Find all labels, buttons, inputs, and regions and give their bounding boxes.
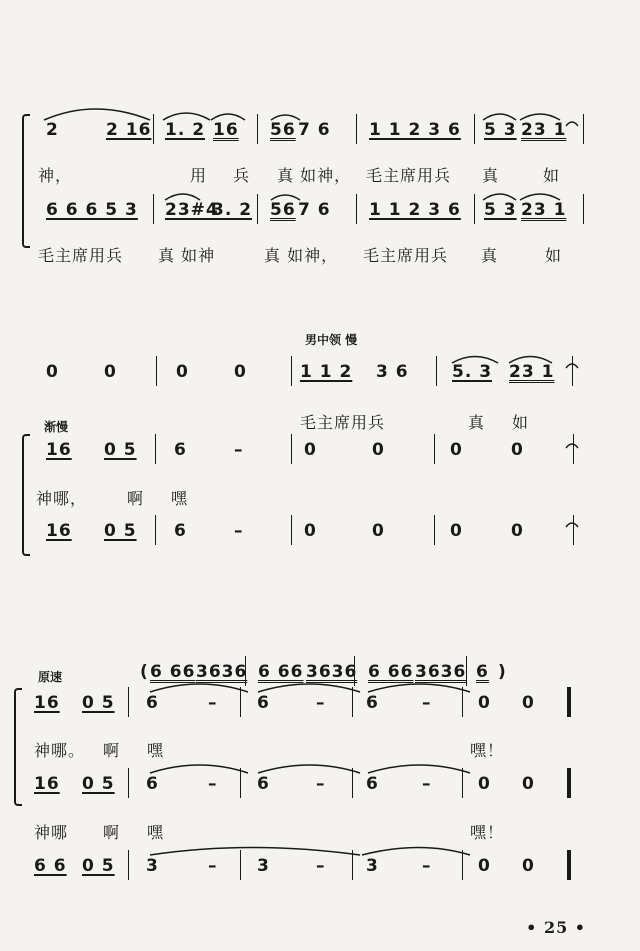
- lyric-text: 神哪，: [36, 489, 88, 508]
- tie-slur: [271, 115, 300, 120]
- lyric-text: 如: [543, 166, 561, 185]
- page-number: • 25 •: [526, 918, 586, 937]
- note-group: 6 66: [368, 662, 414, 682]
- note-group: 7 6: [298, 120, 331, 140]
- note-group: 3636: [415, 662, 467, 682]
- tie-slur: [271, 195, 300, 200]
- lyric-text: 毛主席用兵: [38, 246, 124, 265]
- note-group: 0 5: [82, 856, 115, 876]
- note-group: 0: [372, 440, 385, 460]
- lyric-text: 毛主席用兵: [366, 166, 452, 185]
- note-group: 6: [146, 774, 159, 794]
- tie-slur: [150, 684, 248, 692]
- tie-slur: [258, 765, 360, 773]
- original-tempo-label: 原速: [38, 670, 63, 684]
- note-group: 23 1: [521, 120, 567, 140]
- note-group: 0: [104, 362, 117, 382]
- note-group: 23 1: [521, 200, 567, 220]
- note-group: 3: [146, 856, 159, 876]
- tie-slur: [520, 114, 560, 120]
- lyric-text: 毛主席用兵: [363, 246, 449, 265]
- lyric-text: 真 如神，: [264, 246, 339, 265]
- lyric-text: 嘿: [147, 741, 165, 760]
- tie-slur: [165, 194, 200, 200]
- tie-slur: [150, 765, 248, 773]
- note-group: 6: [366, 693, 379, 713]
- lyric-text: 真 如神，: [277, 166, 352, 185]
- fermata: [566, 444, 578, 448]
- lyric-text: 真: [468, 413, 486, 432]
- note-group: 1. 2: [165, 120, 206, 140]
- fermata: [566, 523, 578, 527]
- note-group: 0: [511, 521, 524, 541]
- note-group: 0: [46, 362, 59, 382]
- tie-slur: [362, 848, 470, 856]
- tie-slur: [483, 114, 516, 120]
- lyric-text: 神哪。: [34, 741, 86, 760]
- note-group: 6: [476, 662, 489, 682]
- note-group: 3 6: [376, 362, 409, 382]
- note-group: 2: [46, 120, 59, 140]
- tie-slur: [520, 194, 560, 200]
- gradually-slow-label: 渐慢: [44, 420, 69, 434]
- note-group: 0: [522, 693, 535, 713]
- note-group: 16: [213, 120, 239, 140]
- note-group: 0: [304, 521, 317, 541]
- tie-slur: [258, 684, 360, 692]
- note-group: 0 5: [104, 521, 137, 541]
- note-group: 5 3: [484, 120, 517, 140]
- note-group: 0: [372, 521, 385, 541]
- lyric-text: 毛主席用兵: [300, 413, 386, 432]
- lyric-text: 神哪: [34, 823, 69, 842]
- note-group: 56: [270, 200, 296, 220]
- note-group: –: [316, 856, 326, 876]
- lyric-text: 真: [482, 166, 500, 185]
- note-group: 0: [304, 440, 317, 460]
- note-group: –: [234, 440, 244, 460]
- note-group: 23#4: [165, 200, 219, 220]
- lyric-text: 用: [190, 166, 208, 185]
- note-group: –: [208, 693, 218, 713]
- note-group: 3. 2: [212, 200, 253, 220]
- note-group: –: [316, 693, 326, 713]
- lyric-text: 神，: [38, 166, 73, 185]
- lyric-text: 真 如神: [158, 246, 216, 265]
- note-group: 5. 3: [452, 362, 493, 382]
- note-group: 0: [234, 362, 247, 382]
- note-group: 6: [257, 693, 270, 713]
- male-lead-slow-label: 男中领 慢: [305, 333, 358, 347]
- fermata: [566, 364, 578, 368]
- note-group: 6: [366, 774, 379, 794]
- note-group: 3: [366, 856, 379, 876]
- note-group: 0: [176, 362, 189, 382]
- fermata: [566, 122, 578, 126]
- note-group: 6 6: [34, 856, 67, 876]
- note-group: 6: [146, 693, 159, 713]
- lyric-text: 嘿！: [470, 823, 505, 842]
- lyric-text: 如: [512, 413, 530, 432]
- note-group: 0: [450, 521, 463, 541]
- note-group: 0: [522, 774, 535, 794]
- tie-slur: [44, 109, 150, 120]
- note-group: –: [316, 774, 326, 794]
- tie-slur: [368, 765, 470, 773]
- lyric-text: 啊: [103, 741, 121, 760]
- tie-slur: [483, 194, 516, 200]
- note-group: ): [498, 662, 507, 682]
- note-group: (: [140, 662, 149, 682]
- note-group: 16: [34, 693, 60, 713]
- note-group: –: [208, 774, 218, 794]
- note-group: –: [422, 774, 432, 794]
- note-group: 0: [478, 693, 491, 713]
- note-group: –: [422, 856, 432, 876]
- note-group: 0: [511, 440, 524, 460]
- note-group: –: [422, 693, 432, 713]
- lyric-text: 如: [545, 246, 563, 265]
- note-group: 0 5: [82, 693, 115, 713]
- note-group: 2 16: [106, 120, 152, 140]
- note-group: 6: [174, 440, 187, 460]
- note-group: 16: [34, 774, 60, 794]
- note-group: 23 1: [509, 362, 555, 382]
- note-group: 6 66: [150, 662, 196, 682]
- note-group: 1 1 2 3 6: [369, 200, 461, 220]
- note-group: 3636: [196, 662, 248, 682]
- note-group: –: [234, 521, 244, 541]
- lyric-text: 啊: [127, 489, 145, 508]
- tie-slur: [452, 357, 498, 364]
- note-group: 0 5: [82, 774, 115, 794]
- note-group: 0: [522, 856, 535, 876]
- lyric-text: 嘿！: [470, 741, 505, 760]
- tie-slur: [211, 114, 245, 120]
- note-group: 0: [450, 440, 463, 460]
- lyric-text: 嘿: [171, 489, 189, 508]
- note-group: 16: [46, 521, 72, 541]
- note-group: 0: [478, 774, 491, 794]
- note-group: 7 6: [298, 200, 331, 220]
- note-group: 3: [257, 856, 270, 876]
- note-group: 3636: [306, 662, 358, 682]
- note-group: 1 1 2: [300, 362, 353, 382]
- lyric-text: 真: [481, 246, 499, 265]
- note-group: 5 3: [484, 200, 517, 220]
- note-group: 6 66: [258, 662, 304, 682]
- note-group: –: [208, 856, 218, 876]
- lyric-text: 兵: [233, 166, 251, 185]
- tie-slur: [150, 848, 360, 856]
- note-group: 0: [478, 856, 491, 876]
- note-group: 6: [174, 521, 187, 541]
- note-group: 6 6 6 5 3: [46, 200, 138, 220]
- note-group: 56: [270, 120, 296, 140]
- note-group: 1 1 2 3 6: [369, 120, 461, 140]
- note-group: 0 5: [104, 440, 137, 460]
- note-group: 16: [46, 440, 72, 460]
- lyric-text: 嘿: [147, 823, 165, 842]
- note-group: 6: [257, 774, 270, 794]
- tie-slur: [163, 113, 210, 120]
- tie-slur: [368, 684, 470, 692]
- tie-slur: [509, 357, 552, 364]
- lyric-text: 啊: [103, 823, 121, 842]
